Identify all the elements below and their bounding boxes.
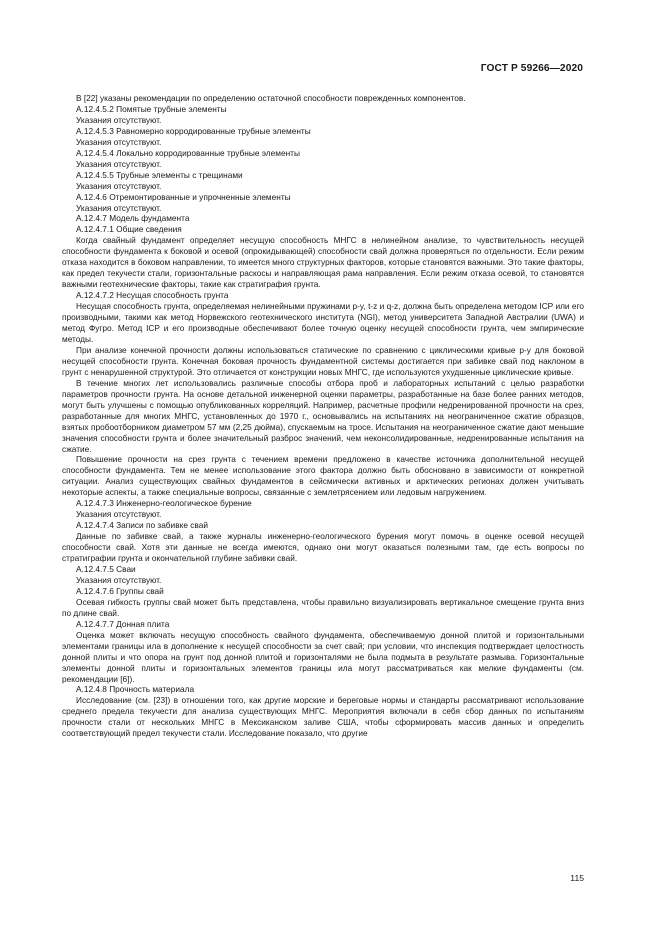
paragraph: При анализе конечной прочности должны использоваться статические по сравнению с циклическими кривые p-y для боковой несущей способности грунта. Конечная боковая прочность фундаментной системы достигается при забивке свай под наклоном в грунт с ненарушенной структурой. Это отличается от конструкции новых МНГС, где используются ухудшенные циклические кривые. — [62, 344, 584, 377]
section-heading: А.12.4.7 Модель фундамента — [76, 213, 190, 224]
section-heading: А.12.4.5.5 Трубные элементы с трещинами — [76, 169, 243, 180]
paragraph: В течение многих лет использовались различные способы отбора проб и лабораторных испытаний с целью разработки параметров прочности грунта. На основе детальной инженерной оценки параметры, разработанные на базе более ранних методов, могут быть улучшены с помощью опубликованных корреляций. Например, расчетные профили недренированной прочности на срез, разработанные для многих МНГС, установленных до 1970 г., основывались на испытаниях на неограниченное сжатие образцов, взятых пробоотборником диаметром 57 мм (2,25 дюйма), спускаемым на тросе. Испытания на неограниченное сжатие дают меньшие значения способности грунта и более значительный разброс значений, чем неконсолидированные, недренированные испытания на сжатие. — [62, 377, 584, 454]
paragraph: Когда свайный фундамент определяет несущую способность МНГС в нелинейном анализе, то чувствительность несущей способности фундамента к боковой и осевой (опрокидывающей) способности свай должна проверяться по отдельности. Если режим отказа находится в боковом направлении, то имеется много структурных факторов, которые становятся важными. Это такие факторы, как предел текучести стали, горизонтальные раскосы и направляющая рама направления. Если режим отказа осевой, то становятся важными геотехнические факторы, такие как стратиграфия грунта. — [62, 235, 584, 290]
paragraph: Указания отсутствуют. — [76, 158, 162, 169]
section-heading: А.12.4.7.6 Группы свай — [76, 585, 164, 596]
paragraph: Данные по забивке свай, а также журналы инженерно-геологического бурения могут помочь в оценке осевой несущей способности свай. Хотя эти данные не всегда имеются, однако они могут оказаться полезными там, где есть вопросы по стратиграфии грунта и окончательной глубине забивки свай. — [62, 531, 584, 564]
section-heading: А.12.4.7.7 Донная плита — [76, 618, 170, 629]
paragraph: Оценка может включать несущую способность свайного фундамента, обеспечиваемую донной плитой и горизонтальными элементами границы ила в дополнение к несущей способности за счет свай; при условии, что инспекция подтверждает целостность донной плиты и что опора на грунт под донной плитой и горизонталями не была подмыта в результате размыва. Горизонтальные элементы донной плиты и горизонтальных элементов границы ила могут рассматриваться как мелкие фундаменты (см. рекомендации [6]). — [62, 629, 584, 684]
paragraph: Несущая способность грунта, определяемая нелинейными пружинами p-y, t-z и q-z, должна быть определена методом ICP или его производными, такими как метод Норвежского геотехнического института (NGI), метод университета Западной Австралии (UWA) и метод Фугро. Метод ICP и его производные обеспечивают более точную оценку несущей способности грунта, чем эмпирические методы. — [62, 301, 584, 344]
section-heading: А.12.4.7.1 Общие сведения — [76, 224, 182, 235]
section-heading: А.12.4.7.5 Сваи — [76, 563, 136, 574]
section-heading: А.12.4.7.3 Инженерно-геологическое бурение — [76, 498, 252, 509]
paragraph: Указания отсутствуют. — [76, 202, 162, 213]
section-heading: А.12.4.5.2 Помятые трубные элементы — [76, 103, 227, 114]
paragraph: Указания отсутствуют. — [76, 574, 162, 585]
document-body — [62, 93, 584, 739]
paragraph: Указания отсутствуют. — [76, 136, 162, 147]
paragraph: Указания отсутствуют. — [76, 180, 162, 191]
section-heading: А.12.4.8 Прочность материала — [76, 684, 195, 695]
paragraph: Указания отсутствуют. — [76, 509, 162, 520]
section-heading: А.12.4.6 Отремонтированные и упрочненные элементы — [76, 191, 291, 202]
paragraph: Осевая гибкость группы свай может быть представлена, чтобы правильно визуализировать вертикальное смещение грунта вниз по длине свай. — [62, 596, 584, 618]
paragraph: Указания отсутствуют. — [76, 114, 162, 125]
section-heading: А.12.4.7.4 Записи по забивке свай — [76, 520, 208, 531]
page-number: 115 — [570, 873, 584, 883]
document-code: ГОСТ Р 59266—2020 — [480, 63, 583, 74]
section-heading: А.12.4.7.2 Несущая способность грунта — [76, 290, 229, 301]
paragraph: Исследование (см. [23]) в отношении того, как другие морские и береговые нормы и стандарты рассматривают использование среднего предела текучести для анализа существующих МНГС. Мероприятия включали в себя сбор данных по испытаниям прочности стали от нескольких МНГС в Мексиканском заливе США, чтобы сформировать массив данных и определить соответствующий предел текучести стали. Исследование показало, что другие — [62, 695, 584, 739]
paragraph: В [22] указаны рекомендации по определению остаточной способности поврежденных компонентов. — [76, 93, 466, 103]
paragraph: Повышение прочности на срез грунта с течением времени предложено в качестве источника дополнительной несущей способности фундамента. Тем не менее использование этого фактора должно быть обосновано в зависимости от конкретной ситуации. Анализ существующих свайных фундаментов в сейсмически активных и арктических регионах должен учитывать некоторые аспекты, а также специальные вопросы, связанные с землетрясением или ледовым нагружением. — [62, 454, 584, 498]
section-heading: А.12.4.5.4 Локально корродированные трубные элементы — [76, 147, 300, 158]
section-heading: А.12.4.5.3 Равномерно корродированные трубные элементы — [76, 125, 311, 136]
